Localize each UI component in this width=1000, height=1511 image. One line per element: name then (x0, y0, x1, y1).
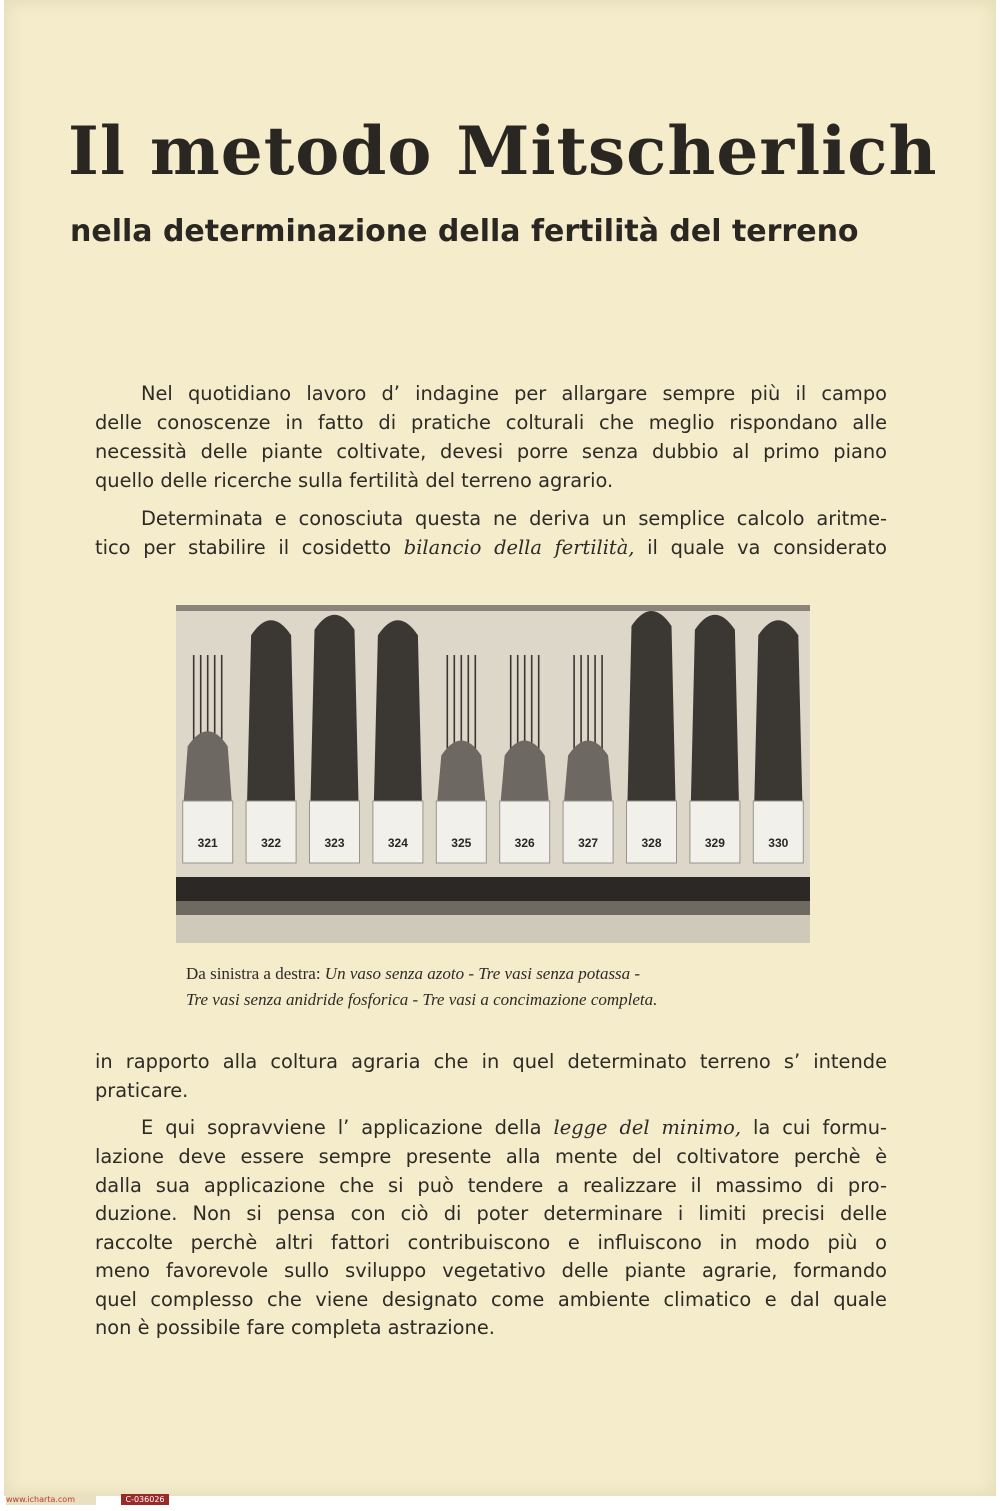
pot-label-321: 321 (197, 836, 218, 850)
pot-label-325: 325 (451, 836, 472, 850)
pot-label-324: 324 (387, 836, 408, 850)
pot-label-322: 322 (261, 836, 282, 850)
paragraph-4-line-6: meno favorevole sullo sviluppo vegetativo delle piante agrarie, formando (95, 1259, 887, 1282)
pot-324 (373, 801, 423, 863)
pot-plant-324 (374, 620, 422, 801)
italic-legge-del-minimo: legge del minimo, (553, 1116, 742, 1139)
pot-321 (183, 801, 233, 863)
pot-label-327: 327 (578, 836, 599, 850)
pot-329 (690, 801, 740, 863)
italic-bilancio: bilancio della fertilità, (403, 536, 635, 559)
pot-325 (436, 801, 486, 863)
pot-label-330: 330 (768, 836, 789, 850)
footer-site-link[interactable]: www.icharta.com (6, 1494, 96, 1505)
paragraph-4-line-8: non è possibile fare completa astrazione. (95, 1316, 495, 1339)
pot-plant-328 (628, 611, 676, 801)
figure-caption-line-1: Da sinistra a destra: Un vaso senza azoto - Tre vasi senza potassa - (186, 964, 641, 983)
pot-label-329: 329 (704, 836, 725, 850)
pot-plant-330 (754, 620, 802, 801)
pot-label-326: 326 (514, 836, 535, 850)
pot-328 (627, 801, 677, 863)
paragraph-1-line-4: quello delle ricerche sulla fertilità del terreno agrario. (95, 469, 614, 492)
pot-330 (753, 801, 803, 863)
paragraph-4-line-4: duzione. Non si pensa con ciò di poter determinare i limiti precisi delle (95, 1202, 887, 1225)
paragraph-1-line-2: delle conoscenze in fatto di pratiche colturali che meglio rispondano alle (95, 411, 887, 434)
paragraph-3-line-2: praticare. (95, 1079, 189, 1102)
pot-322 (246, 801, 296, 863)
figure-caption-line-2: Tre vasi senza anidride fosforica - Tre vasi a concimazione completa. (186, 990, 658, 1009)
paragraph-1-line-3: necessità delle piante coltivate, devesi porre senza dubbio al primo piano (95, 440, 887, 463)
pots-photograph (176, 605, 810, 943)
paragraph-2-line-2: tico per stabilire il cosidetto bilancio della fertilità, il quale va considerato (95, 536, 887, 559)
paragraph-3-line-1: in rapporto alla coltura agraria che in quel determinato terreno s’ intende (95, 1050, 887, 1073)
pot-327 (563, 801, 613, 863)
pot-plant-323 (311, 615, 359, 801)
pot-plant-322 (247, 620, 295, 801)
footer-code-badge: C-036026 (121, 1494, 169, 1505)
pot-label-328: 328 (641, 836, 662, 850)
document-page (4, 0, 996, 1496)
pot-plant-329 (691, 615, 739, 801)
page-title: Il metodo Mitscherlich (68, 112, 938, 190)
paragraph-2-line-1: Determinata e conosciuta questa ne deriva un semplice calcolo aritme- (141, 507, 887, 530)
pot-label-323: 323 (324, 836, 345, 850)
paragraph-4-line-1: E qui sopravviene l’ applicazione della legge del minimo, la cui formu- (141, 1116, 887, 1139)
page-subtitle: nella determinazione della fertilità del terreno (70, 214, 859, 249)
paragraph-4-line-7: quel complesso che viene designato come ambiente climatico e dal quale (95, 1288, 887, 1311)
paragraph-4-line-3: dalla sua applicazione che si può tendere a realizzare il massimo di pro- (95, 1174, 887, 1197)
paragraph-4-line-2: lazione deve essere sempre presente alla mente del coltivatore perchè è (95, 1145, 887, 1168)
paragraph-1-line-1: Nel quotidiano lavoro d’ indagine per allargare sempre più il campo (141, 382, 887, 405)
pot-326 (500, 801, 550, 863)
pot-323 (310, 801, 360, 863)
paragraph-4-line-5: raccolte perchè altri fattori contribuiscono e influiscono in modo più o (95, 1231, 887, 1254)
